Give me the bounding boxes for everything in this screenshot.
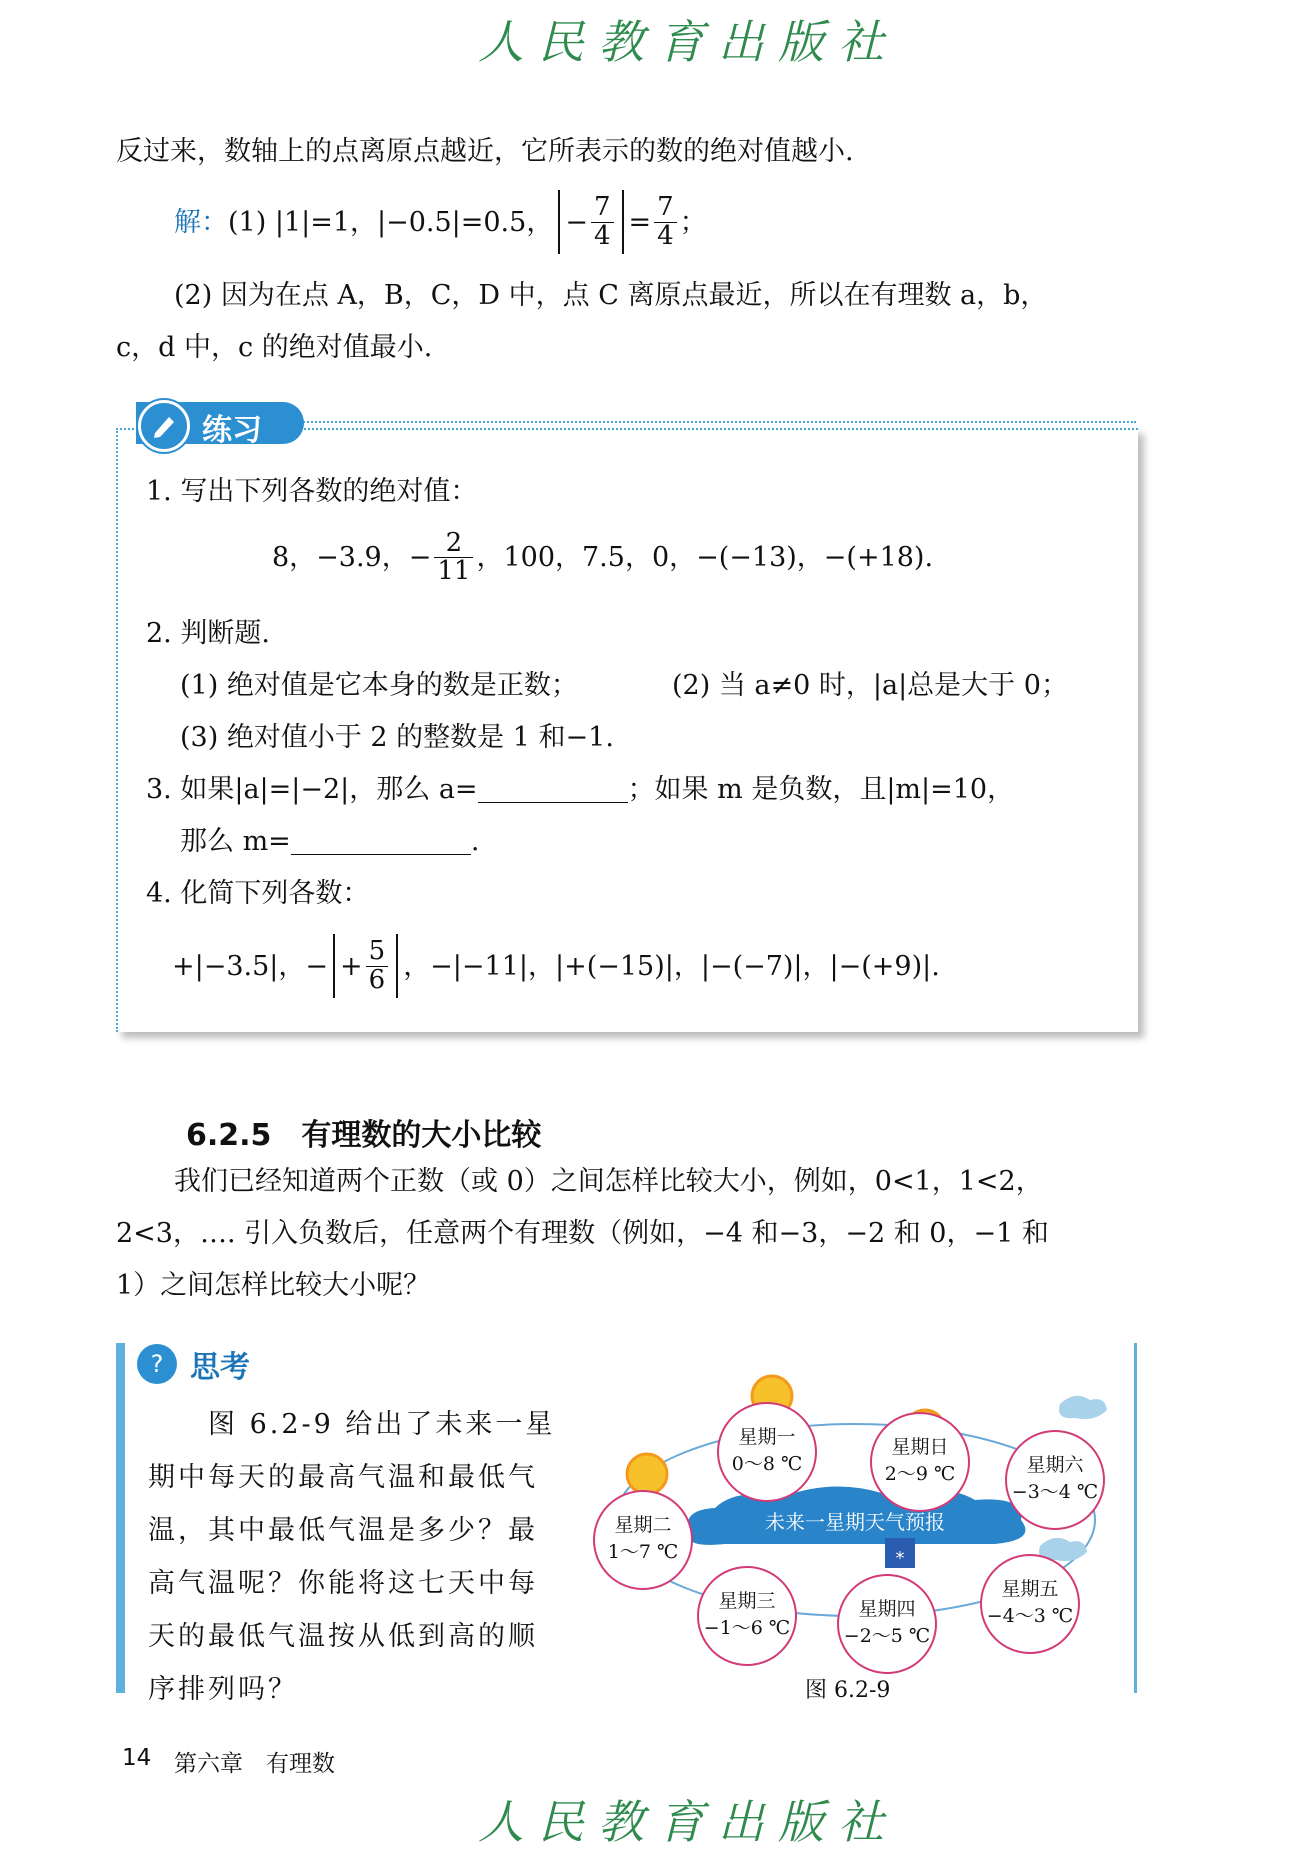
section-para-line2: 2<3，…. 引入负数后，任意两个有理数（例如，−4 和−3，−2 和 0，−1 和 <box>116 1218 1049 1249</box>
paragraph-reverse: 反过来，数轴上的点离原点越近，它所表示的数的绝对值越小. <box>116 136 854 167</box>
day-name: 星期六 <box>1026 1454 1084 1476</box>
answer-blank-a[interactable] <box>478 776 628 803</box>
think-left-bar <box>116 1343 125 1693</box>
fraction-numerator: 7 <box>591 194 614 222</box>
solution-equals: = <box>628 206 652 238</box>
practice-q2-2: (2) 当 a≠0 时，|a|总是大于 0； <box>672 670 1068 701</box>
day-name: 星期三 <box>718 1590 776 1612</box>
day-temp: 2～9 ℃ <box>884 1462 956 1485</box>
lightbulb-icon: ? <box>137 1344 177 1384</box>
q4-part-b: ，−|−11|，|+(−15)|，|−(−7)|，|−(+9)|. <box>403 950 940 982</box>
practice-top-rule <box>300 421 1136 423</box>
fraction-numerator: 5 <box>366 938 389 966</box>
day-temp: −3～4 ℃ <box>1011 1480 1099 1503</box>
day-temp: 1～7 ℃ <box>607 1540 679 1563</box>
practice-q1-numbers <box>272 530 933 586</box>
weather-figure <box>585 1370 1125 1680</box>
solution-label: 解： <box>174 206 228 238</box>
abs-bar-right <box>622 190 624 254</box>
answer-blank-m[interactable] <box>291 828 471 855</box>
q3-part-c: 那么 m= <box>180 826 291 857</box>
fraction-numerator: 2 <box>434 530 473 558</box>
day-temp: −4～3 ℃ <box>986 1604 1074 1627</box>
wind-icon <box>1059 1396 1107 1419</box>
think-text <box>148 1398 558 1716</box>
solution-neg-sign: − <box>565 206 588 238</box>
practice-q4: 4. 化简下列各数： <box>146 878 370 909</box>
practice-q3-line1 <box>146 776 1014 803</box>
abs-bar-right <box>396 934 398 998</box>
fraction-denominator: 4 <box>657 220 674 251</box>
practice-q2-3: (3) 绝对值小于 2 的整数是 1 和−1. <box>180 722 614 753</box>
publisher-watermark-bottom: 人民教育出版社 <box>478 1795 898 1849</box>
think-line: 期中每天的最高气温和最低气 <box>148 1462 538 1493</box>
q3-part-a: 3. 如果|a|=|−2|，那么 a= <box>146 774 478 805</box>
day-circle <box>870 1412 970 1512</box>
q1-part-b: ，100，7.5，0，−(−13)，−(+18). <box>476 542 934 574</box>
day-name: 星期四 <box>858 1598 916 1620</box>
think-line: 图 6.2-9 给出了未来一星 <box>208 1409 556 1440</box>
practice-q2: 2. 判断题. <box>146 618 270 649</box>
fraction-denominator: 4 <box>593 220 611 251</box>
practice-q1: 1. 写出下列各数的绝对值： <box>146 476 478 507</box>
fraction-denominator: 6 <box>368 964 386 995</box>
q4-plus: + <box>340 950 363 982</box>
day-circle <box>980 1554 1080 1654</box>
solution-line-2: (2) 因为在点 A，B，C，D 中，点 C 离原点最近，所以在有理数 a，b， <box>174 280 1048 311</box>
fraction-5-6 <box>366 938 389 994</box>
think-line: 温，其中最低气温是多少？最 <box>148 1515 538 1546</box>
fraction-numerator: 7 <box>654 194 677 222</box>
solution-line-3: c，d 中，c 的绝对值最小. <box>116 332 433 363</box>
day-temp: −1～6 ℃ <box>703 1616 791 1639</box>
q3-part-d: . <box>470 826 480 857</box>
day-temp: −2～5 ℃ <box>843 1624 931 1647</box>
section-title: 6.2.5 有理数的大小比较 <box>186 1118 542 1153</box>
day-circle <box>837 1574 937 1674</box>
page-number: 14 <box>122 1745 152 1771</box>
day-circle <box>1005 1430 1105 1530</box>
day-circle <box>697 1566 797 1666</box>
figure-caption: 图 6.2-9 <box>805 1678 891 1703</box>
svg-text:*: * <box>895 1548 905 1569</box>
think-right-bar <box>1134 1343 1137 1693</box>
abs-bar-left <box>558 190 560 254</box>
day-name: 星期一 <box>738 1426 796 1448</box>
solution-semicolon: ； <box>679 206 707 238</box>
practice-q3-line2 <box>180 828 479 855</box>
section-para-line1: 我们已经知道两个正数（或 0）之间怎样比较大小，例如，0<1，1<2， <box>174 1166 1043 1197</box>
day-temp: 0～8 ℃ <box>731 1452 803 1475</box>
think-label: 思考 <box>190 1350 250 1385</box>
day-circle <box>593 1490 693 1590</box>
practice-tab-label: 练习 <box>202 413 262 448</box>
q4-part-a: +|−3.5|，− <box>172 950 329 982</box>
think-line: 高气温呢？你能将这七天中每 <box>148 1568 538 1599</box>
weather-center-label: 未来一星期天气预报 <box>765 1510 945 1534</box>
sun-icon <box>627 1454 667 1494</box>
solution-part1-text: (1) |1|=1，|−0.5|=0.5， <box>228 206 554 238</box>
section-para-line3: 1）之间怎样比较大小呢？ <box>116 1270 431 1301</box>
think-line: 序排列吗？ <box>148 1674 298 1705</box>
publisher-watermark-top: 人民教育出版社 <box>478 15 898 69</box>
pencil-icon <box>138 400 190 452</box>
chapter-label: 第六章 有理数 <box>174 1751 335 1777</box>
day-name: 星期二 <box>614 1514 672 1536</box>
q3-part-b: ；如果 m 是负数，且|m|=10， <box>627 774 1015 805</box>
day-circle <box>717 1402 817 1502</box>
abs-bar-left <box>333 934 335 998</box>
fraction-2-11 <box>434 530 473 586</box>
fraction-7-4 <box>591 194 614 250</box>
think-line: 天的最低气温按从低到高的顺 <box>148 1621 538 1652</box>
fraction-denominator: 11 <box>437 556 471 587</box>
q1-part-a: 8，−3.9，− <box>272 542 432 574</box>
day-name: 星期日 <box>891 1436 949 1458</box>
practice-q2-1: (1) 绝对值是它本身的数是正数； <box>180 670 578 701</box>
practice-q4-expr <box>172 934 940 998</box>
snow-rain-icon <box>885 1538 915 1569</box>
day-name: 星期五 <box>1001 1578 1059 1600</box>
solution-line-1 <box>174 190 707 254</box>
fraction-7-4-result <box>654 194 677 250</box>
